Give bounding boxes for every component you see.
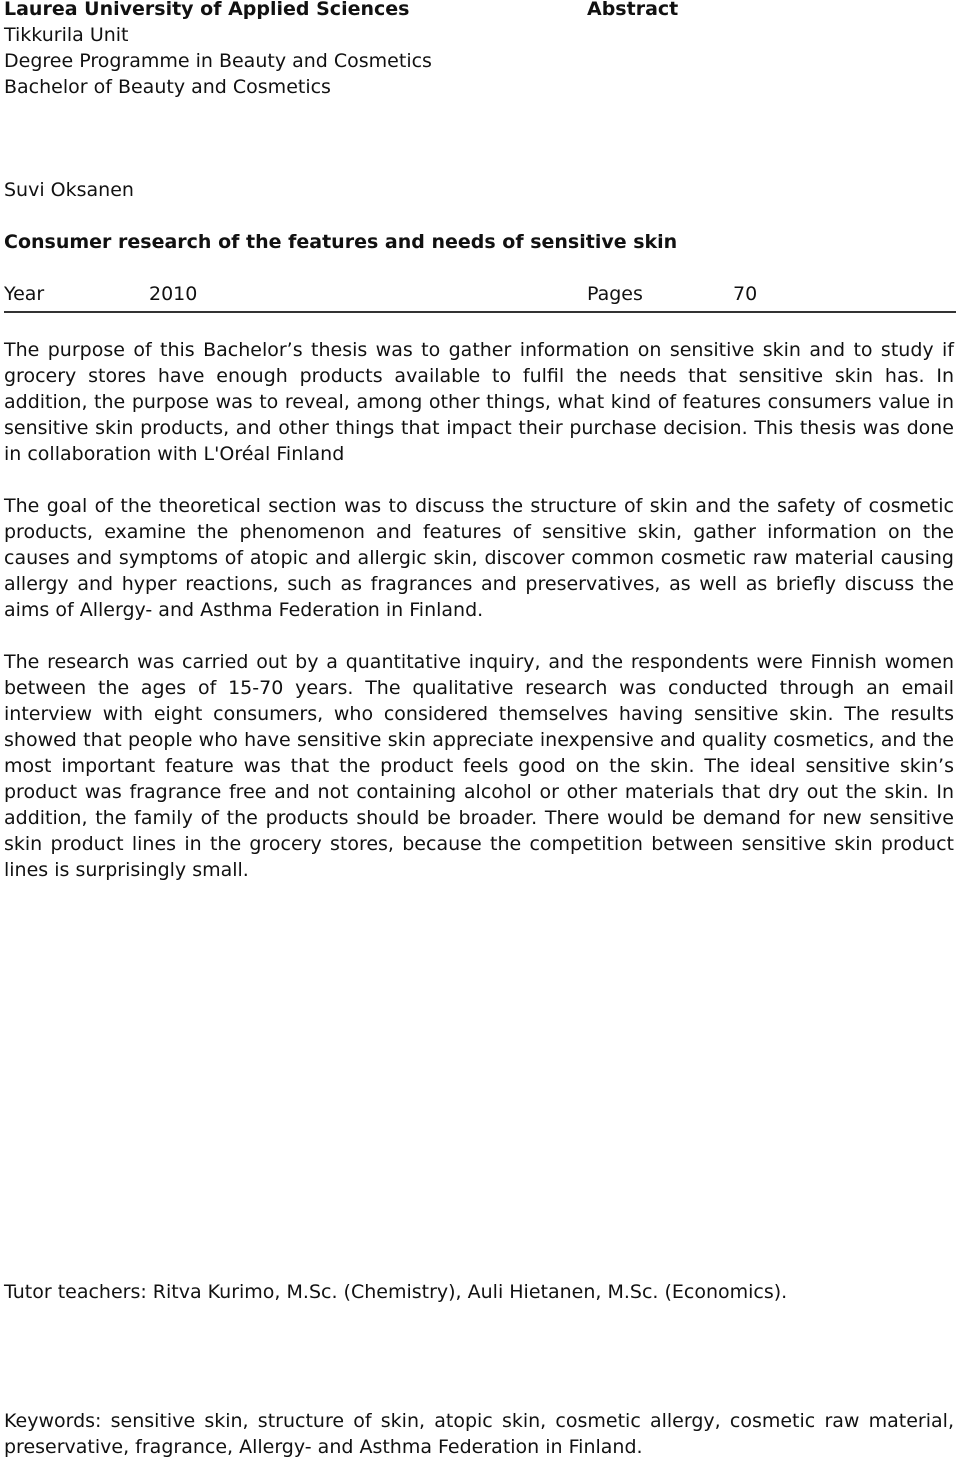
abstract-body bbox=[4, 337, 954, 909]
abstract-paragraph-theory: The goal of the theoretical section was to discuss the structure of skin and the safety of cosmetic products, examine the phenomenon and features of sensitive skin, gather information on the causes and symptoms of atopic and allergic skin, discover common cosmetic raw material causing allergy and hyper reactions, such as fragrances and preservatives, as well as briefly discuss the aims of Allergy- and Asthma Federation in Finland. bbox=[4, 495, 954, 621]
year-label: Year bbox=[4, 283, 45, 305]
thesis-title: Consumer research of the features and needs of sensitive skin bbox=[4, 231, 678, 253]
institution-block bbox=[4, 0, 432, 100]
keywords: Keywords: sensitive skin, structure of skin, atopic skin, cosmetic allergy, cosmetic raw material, preservative, fragrance, Allergy- and Asthma Federation in Finland. bbox=[4, 1410, 954, 1458]
degree-name: Bachelor of Beauty and Cosmetics bbox=[4, 76, 331, 98]
document-type-label: Abstract bbox=[587, 0, 679, 20]
author-name: Suvi Oksanen bbox=[4, 179, 134, 201]
year-value: 2010 bbox=[149, 283, 198, 305]
meta-row bbox=[4, 281, 956, 313]
document-header bbox=[4, 0, 954, 100]
unit-name: Tikkurila Unit bbox=[4, 24, 129, 46]
abstract-paragraph-purpose: The purpose of this Bachelor’s thesis was to gather information on sensitive skin and to study if grocery stores have enough products available to fulfil the needs that sensitive skin has. In addition, the purpose was to reveal, among other things, what kind of features consumers value in sensitive skin products, and other things that impact their purchase decision. This thesis was done in collaboration with L'Oréal Finland bbox=[4, 339, 954, 465]
programme-name: Degree Programme in Beauty and Cosmetics bbox=[4, 50, 432, 72]
tutor-teachers: Tutor teachers: Ritva Kurimo, M.Sc. (Chemistry), Auli Hietanen, M.Sc. (Economics). bbox=[4, 1281, 788, 1303]
pages-label: Pages bbox=[587, 283, 643, 305]
institution-name: Laurea University of Applied Sciences bbox=[4, 0, 410, 20]
abstract-page bbox=[4, 0, 954, 1458]
abstract-paragraph-research: The research was carried out by a quantitative inquiry, and the respondents were Finnish women between the ages of 15-70 years. The qualitative research was conducted through an email interview with eight consumers, who considered themselves having sensitive skin. The results showed that people who have sensitive skin appreciate inexpensive and quality cosmetics, and the most important feature was that the product feels good on the skin. The ideal sensitive skin’s product was fragrance free and not containing alcohol or other materials that dry out the skin. In addition, the family of the products should be broader. There would be demand for new sensitive skin product lines in the grocery stores, because the competition between sensitive skin product lines is surprisingly small. bbox=[4, 651, 954, 881]
pages-value: 70 bbox=[733, 283, 758, 305]
